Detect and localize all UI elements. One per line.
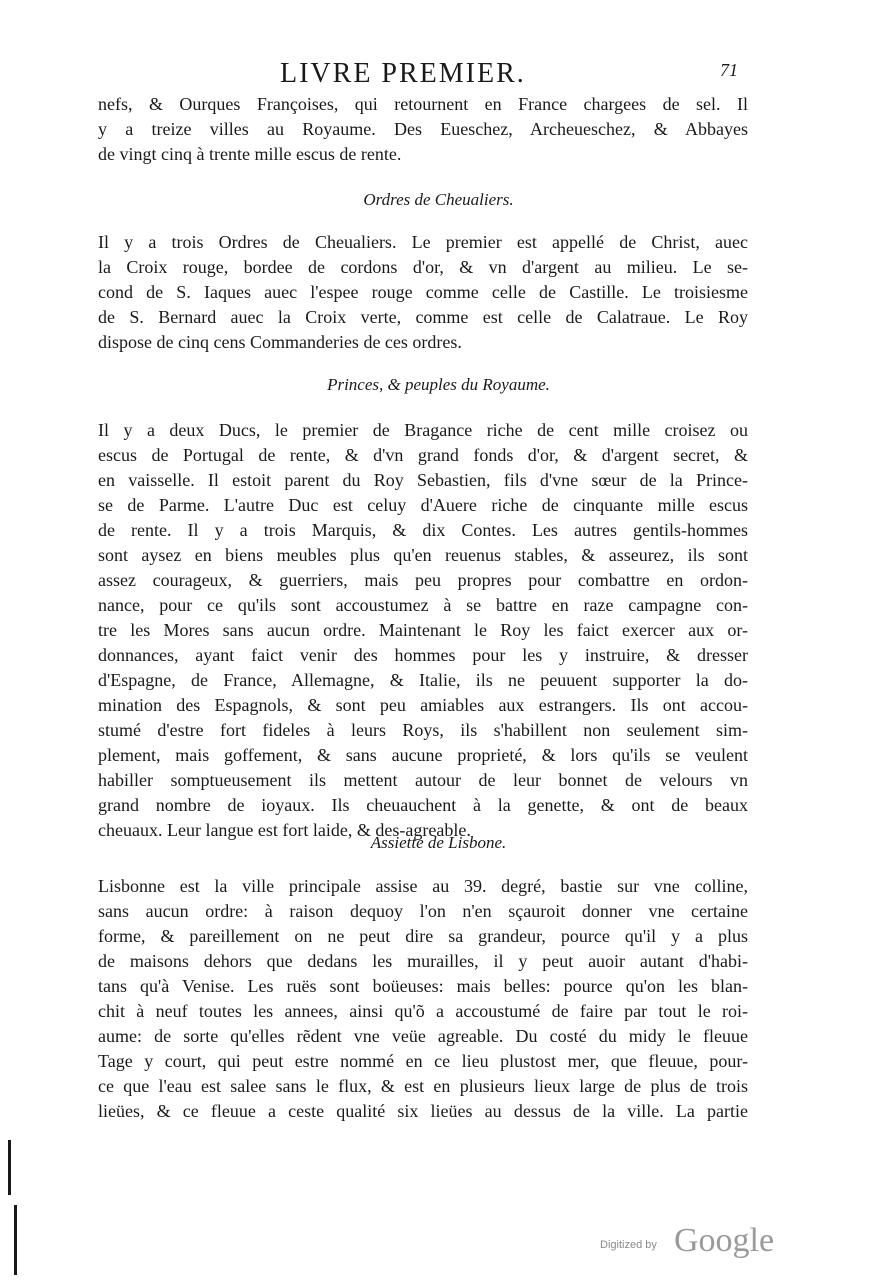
binding-margin-mark bbox=[8, 1140, 11, 1195]
text-line: nance, pour ce qu'ils sont accoustumez à se battre en raze campagne con- bbox=[98, 595, 748, 615]
text-line: tre les Mores sans aucun ordre. Maintenant le Roy les faict exercer aux or- bbox=[98, 620, 748, 640]
paragraph-ordres bbox=[98, 230, 748, 355]
text-line: cheuaux. Leur langue est fort laide, & des-agreable. bbox=[98, 820, 471, 840]
text-line: en vaisselle. Il estoit parent du Roy Sebastien, fils d'vne sœur de la Prince- bbox=[98, 470, 748, 490]
text-line: escus de Portugal de rente, & d'vn grand fonds d'or, & d'argent secret, & bbox=[98, 445, 748, 465]
text-line: de vingt cinq à trente mille escus de rente. bbox=[98, 144, 402, 164]
text-line: chit à neuf toutes les annees, ainsi qu'õ a accoustumé de faire par tout le roi- bbox=[98, 1001, 748, 1021]
intro-paragraph bbox=[98, 92, 748, 167]
text-line: Il y a trois Ordres de Cheualiers. Le premier est appellé de Christ, auec bbox=[98, 232, 748, 252]
text-line: stumé d'estre fort fideles à leurs Roys, ils s'habillent non seulement sim- bbox=[98, 720, 748, 740]
text-line: Il y a deux Ducs, le premier de Bragance riche de cent mille croisez ou bbox=[98, 420, 748, 440]
text-line: Tage y court, qui peut estre nommé en ce lieu plustost mer, que fleuue, pour- bbox=[98, 1051, 748, 1071]
binding-margin-mark bbox=[14, 1205, 17, 1275]
text-line: cond de S. Iaques auec l'espee rouge comme celle de Castille. Le troisiesme bbox=[98, 282, 748, 302]
text-line: de maisons dehors que dedans les murailles, il y peut auoir autant d'habi- bbox=[98, 951, 748, 971]
text-line: assez courageux, & guerriers, mais peu propres pour combattre en ordon- bbox=[98, 570, 748, 590]
text-line: de rente. Il y a trois Marquis, & dix Contes. Les autres gentils-hommes bbox=[98, 520, 748, 540]
text-line: grand nombre de ioyaux. Ils cheuauchent à la genette, & ont de beaux bbox=[98, 795, 748, 815]
text-line: lieües, & ce fleuue a ceste qualité six lieües au dessus de la ville. La partie bbox=[98, 1101, 748, 1121]
section-heading-lisbone: Assiette de Lisbone. bbox=[370, 833, 507, 852]
running-title: LIVRE PREMIER. bbox=[280, 58, 526, 89]
text-line: nefs, & Ourques Françoises, qui retournent en France chargees de sel. Il bbox=[98, 94, 748, 114]
text-line: d'Espagne, de France, Allemagne, & Italie, ils ne peuuent supporter la do- bbox=[98, 670, 748, 690]
text-line: sont aysez en biens meubles plus qu'en reuenus stables, & asseurez, ils sont bbox=[98, 545, 748, 565]
text-line: de S. Bernard auec la Croix verte, comme est celle de Calatraue. Le Roy bbox=[98, 307, 748, 327]
text-line: forme, & pareillement on ne peut dire sa grandeur, pource qu'il y a plus bbox=[98, 926, 748, 946]
paragraph-lisbone bbox=[98, 874, 748, 1124]
text-line: aume: de sorte qu'elles rẽdent vne veüe agreable. Du costé du midy le fleuue bbox=[98, 1026, 748, 1046]
text-line: mination des Espagnols, & sont peu amiables aux estrangers. Ils ont accou- bbox=[98, 695, 748, 715]
text-line: se de Parme. L'autre Duc est celuy d'Auere riche de cinquante mille escus bbox=[98, 495, 748, 515]
paragraph-princes bbox=[98, 418, 748, 843]
google-logo: Google bbox=[674, 1222, 775, 1259]
text-line: Lisbonne est la ville principale assise au 39. degré, bastie sur vne colline, bbox=[98, 876, 748, 896]
text-line: la Croix rouge, bordee de cordons d'or, & vn d'argent au milieu. Le se- bbox=[98, 257, 748, 277]
text-line: tans qu'à Venise. Les ruës sont boüeuses: mais belles: pource qu'on les blan- bbox=[98, 976, 748, 996]
text-line: y a treize villes au Royaume. Des Eueschez, Archeueschez, & Abbayes bbox=[98, 119, 748, 139]
section-heading-ordres: Ordres de Cheualiers. bbox=[363, 190, 514, 209]
text-line: sans aucun ordre: à raison dequoy l'on n'en sçauroit donner vne certaine bbox=[98, 901, 748, 921]
digitized-watermark bbox=[600, 1222, 800, 1262]
section-heading-princes: Princes, & peuples du Royaume. bbox=[327, 375, 550, 394]
page-number: 71 bbox=[720, 60, 738, 80]
text-line: plement, mais goffement, & sans aucune proprieté, & lors qu'ils se veulent bbox=[98, 745, 748, 765]
watermark-small-text: Digitized by bbox=[600, 1239, 657, 1251]
text-line: dispose de cinq cens Commanderies de ces ordres. bbox=[98, 332, 462, 352]
text-line: donnances, ayant faict venir des hommes pour les y instruire, & dresser bbox=[98, 645, 748, 665]
text-line: habiller somptueusement ils mettent autour de leur bonnet de velours vn bbox=[98, 770, 748, 790]
text-line: ce que l'eau est salee sans le flux, & est en plusieurs lieux large de plus de trois bbox=[98, 1076, 748, 1096]
